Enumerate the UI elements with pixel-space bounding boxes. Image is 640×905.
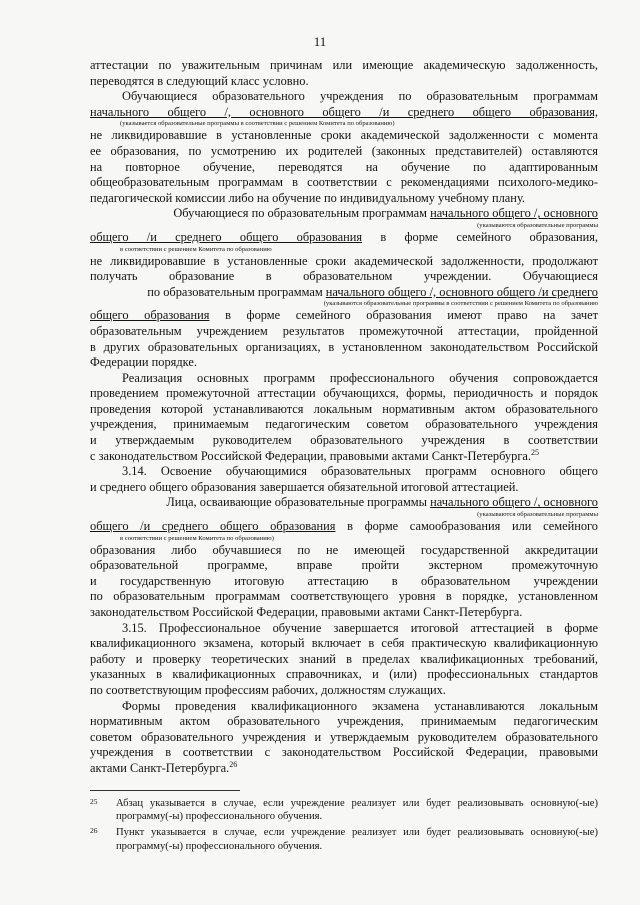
underlined-programs: начального общего /, основного [430,206,598,221]
paragraph [90,621,598,699]
text-run: работу и проверку теоретических знаний в пределах квалификационных требований, [90,651,598,666]
text-line [90,58,598,74]
text-run: по образовательным программам [147,284,326,299]
text-line [90,402,598,418]
footnote-divider [90,790,240,791]
text-line [90,191,598,207]
text-run: квалификационного экзамена, который включает в себя практическую квалификационную [90,636,598,651]
paragraph [90,371,598,465]
paragraph [90,89,598,206]
text-run: 3.15. Профессиональное обучение завершается итоговой аттестацией в форме [122,620,598,635]
text-run: образовательным учреждением результатов промежуточной аттестации, пройденной [90,323,598,338]
paragraph [90,58,598,89]
text-line [90,355,598,371]
field-hint: в соответствии с решением Комитета по образованию) [120,534,274,542]
text-run: образования либо обучавшиеся по не имеющей государственной аккредитации [90,542,598,557]
text-line [90,605,598,621]
text-line [90,480,598,496]
footnote-mark: 25 [90,797,98,806]
text-run: Федерации порядке. [90,355,197,370]
text-run: в других образовательных организациях, в установленном законодательством Российской [90,339,598,354]
text-run: в форме семейного образования имеют право на зачет [209,308,598,323]
footnote [90,826,598,852]
text-line [90,105,598,121]
text-line [90,745,598,761]
footnote-mark: 26 [90,826,98,836]
underlined-programs: общего /и среднего общего образования [90,229,363,244]
text-line [90,558,598,574]
text-run: начального общего /, основного общего /и среднего общего образования, [90,104,598,119]
text-run: ее образования, по усмотрению их родителей (законных представителей) оставляются [90,143,598,158]
paragraph [90,464,598,495]
text-line [90,667,598,683]
page-number: 11 [313,34,327,49]
text-run: и утверждаемым руководителем образовательного учреждения в соответствии [90,433,598,448]
text-line [90,621,598,637]
text-line [90,144,598,160]
text-run: учреждения в соответствии с законодательством Российской Федерации, правовыми [90,745,598,760]
field-hint: (указываются образовательные программы [477,221,598,229]
text-line [90,175,598,191]
text-line [90,433,598,449]
text-line [90,730,598,746]
paragraph [90,699,598,777]
text-line [90,699,598,715]
text-run: Обучающиеся образовательного учреждения по образовательным программам [122,89,598,104]
text-run: указанных в квалификационных справочниках, и (или) профессиональных стандартов [90,667,598,682]
footnote-reference[interactable]: 26 [229,760,238,769]
text-line [90,254,598,270]
text-run: Обучающиеся по образовательным программам [173,206,431,221]
text-line [90,74,598,90]
text-run: на повторное обучение, переводятся на обучение по адаптированным [90,159,598,174]
footnote [90,797,598,823]
text-line [90,574,598,590]
text-line [90,340,598,356]
text-run: Реализация основных программ профессионального обучения сопровождается [122,370,598,385]
underlined-programs: начального общего /, основного [430,495,598,510]
text-line [90,386,598,402]
text-run: образовательной программе, вправе пройти экстерном промежуточную [90,558,598,573]
text-line [90,519,598,535]
text-run: в форме семейного образования, [362,229,598,244]
paragraph [90,495,598,620]
text-run: Формы проведения квалификационного экзамена устанавливаются локальным [122,698,598,713]
text-run: получать образование в образовательном учреждении. Обучающиеся [90,269,598,284]
text-run: проведением промежуточной аттестации обучающихся, формы, периодичность и порядок [90,386,598,401]
underlined-programs: начального общего /, основного общего /и среднего [325,284,598,299]
text-line [90,160,598,176]
text-line [90,206,598,222]
text-line [90,652,598,668]
footnote-text: Абзац указывается в случае, если учреждение реализует или будет реализовывать основную(-ые) [116,798,598,809]
text-line [90,683,598,699]
text-run: и среднего общего образования завершается обязательной итоговой аттестацией. [90,479,519,494]
text-run: с законодательством Российской Федерации, правовыми актами Санкт-Петербурга. [90,448,532,463]
text-run: по образовательным программам соответствующего уровня в порядке, установленном [90,589,598,604]
text-run: советом образовательного учреждения и утверждаемым руководителем образовательного [90,729,598,744]
text-run: законодательством Российской Федерации, правовыми актами Санкт-Петербурга. [90,605,523,619]
text-line [90,761,598,777]
text-line [90,464,598,480]
paragraph [90,206,598,370]
text-line [90,636,598,652]
text-run: переводятся в следующий класс условно. [90,73,309,88]
text-run: проведения которой устанавливаются локальным нормативным актом образовательного [90,401,598,416]
field-hint: в соответствии с решением Комитета по образованию [120,245,272,253]
field-hint: (указываются образовательные программы [477,511,598,519]
text-run: в форме самообразования или семейного [335,519,598,534]
text-line [90,371,598,387]
text-line [90,308,598,324]
text-line [90,589,598,605]
text-line [90,417,598,433]
text-run: общеобразовательным программам в соответствии с рекомендациями психолого-медико- [90,175,598,190]
text-line [90,543,598,559]
text-run: по соответствующим профессиям рабочих, должностям служащих. [90,682,446,697]
underlined-programs: общего /и среднего общего образования [90,519,336,534]
text-run: и государственную итоговую аттестацию в образовательном учреждении [90,573,598,588]
text-line [90,128,598,144]
field-hint: (указывается образовательные программы в соответствии с решением Комитета по образованию) [120,120,395,128]
text-line [90,269,598,285]
text-run: актами Санкт-Петербурга. [90,760,230,775]
footnote-text: Пункт указывается в случае, если учреждение реализует или будет реализовывать основную(-ые) [116,827,598,839]
footnote-text: программу(-ы) профессионального обучения. [116,811,323,823]
text-run: аттестации по уважительным причинам или имеющие академическую задолженность, [90,58,598,72]
text-line [90,230,598,246]
field-hint: (указываются образовательные программы в соответствии с решением Комитета по образованию [323,300,598,308]
footnote-text: программу(-ы) профессионального обучения. [116,840,323,852]
text-run: учреждения, принимаемым педагогическим советом образовательного учреждения [90,417,598,432]
document-body [90,58,598,777]
text-run: не ликвидировавшие в установленные сроки академической задолженности, продолжают [90,253,598,268]
text-line [90,495,598,511]
footnotes [90,797,598,853]
text-run: 3.14. Освоение обучающимися образовательных программ основного общего [122,464,598,479]
text-run: нормативным актом образовательного учреждения, принимаемым педагогическим [90,714,598,729]
underlined-programs: общего образования [90,308,210,323]
text-run: не ликвидировавшие в установленные сроки академической задолженности с момента [90,128,598,143]
text-line [90,89,598,105]
text-run: педагогической комиссии либо на обучение по индивидуальному учебному плану. [90,190,525,205]
footnote-reference[interactable]: 25 [531,448,540,457]
text-run: Лица, осваивающие образовательные программы [166,495,431,510]
text-line [90,285,598,301]
text-line [90,324,598,340]
text-line [90,449,598,465]
text-line [90,714,598,730]
